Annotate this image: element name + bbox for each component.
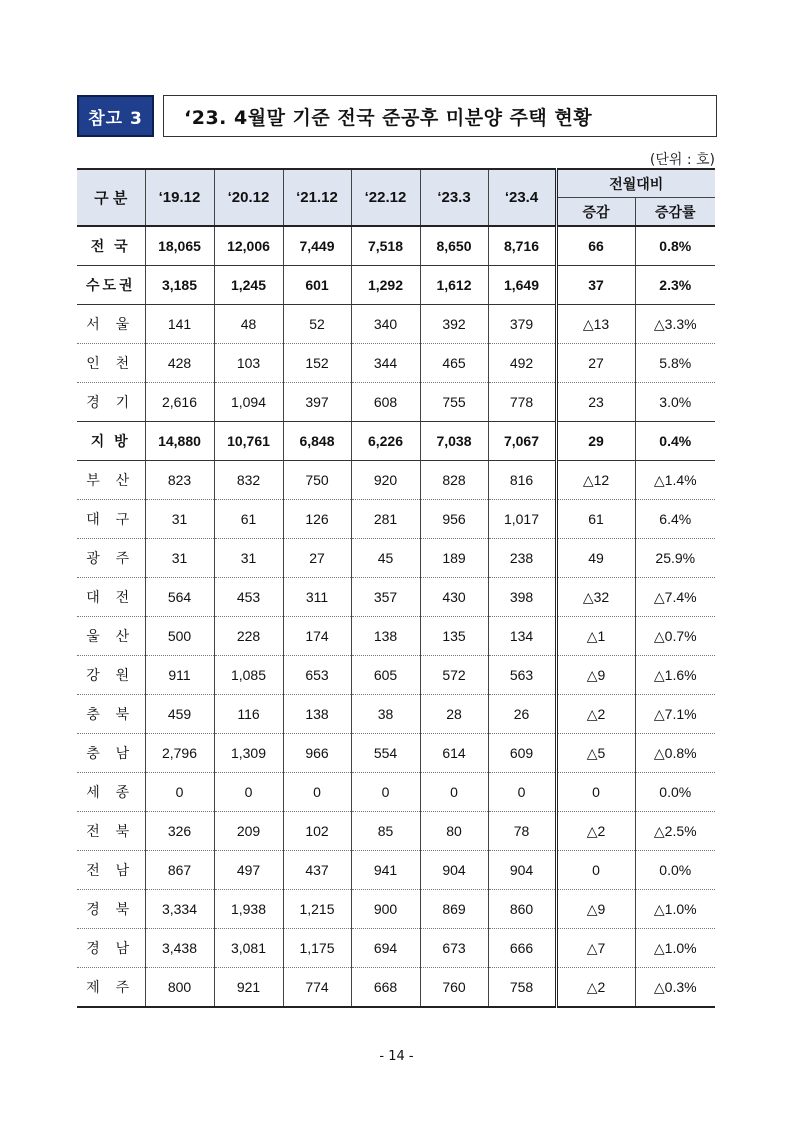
value-cell: 3,438 xyxy=(145,929,214,968)
region-cell: 부 산 xyxy=(77,461,145,500)
rate-cell: △7.4% xyxy=(635,578,715,617)
value-cell: 102 xyxy=(283,812,351,851)
value-cell: 605 xyxy=(351,656,420,695)
rate-cell: △0.7% xyxy=(635,617,715,656)
value-cell: 3,081 xyxy=(214,929,283,968)
value-cell: 126 xyxy=(283,500,351,539)
table-row xyxy=(77,344,715,383)
rate-cell: 5.8% xyxy=(635,344,715,383)
value-cell: 138 xyxy=(283,695,351,734)
value-cell: 31 xyxy=(214,539,283,578)
value-cell: 26 xyxy=(488,695,556,734)
value-cell: 666 xyxy=(488,929,556,968)
table-row xyxy=(77,890,715,929)
value-cell: 500 xyxy=(145,617,214,656)
value-cell: 966 xyxy=(283,734,351,773)
value-cell: 1,175 xyxy=(283,929,351,968)
value-cell: 911 xyxy=(145,656,214,695)
value-cell: 2,796 xyxy=(145,734,214,773)
table-row xyxy=(77,266,715,305)
header-period: ‘23.4 xyxy=(488,169,556,226)
region-cell: 수도권 xyxy=(77,266,145,305)
change-cell: △9 xyxy=(556,890,635,929)
table-row xyxy=(77,695,715,734)
change-cell: △13 xyxy=(556,305,635,344)
value-cell: 760 xyxy=(420,968,488,1008)
table-row xyxy=(77,500,715,539)
value-cell: 28 xyxy=(420,695,488,734)
table-row xyxy=(77,773,715,812)
value-cell: 465 xyxy=(420,344,488,383)
table-row xyxy=(77,851,715,890)
value-cell: 554 xyxy=(351,734,420,773)
value-cell: 31 xyxy=(145,539,214,578)
change-cell: △7 xyxy=(556,929,635,968)
rate-cell: 0.0% xyxy=(635,773,715,812)
region-cell: 충 북 xyxy=(77,695,145,734)
value-cell: 7,038 xyxy=(420,422,488,461)
value-cell: 7,067 xyxy=(488,422,556,461)
value-cell: 12,006 xyxy=(214,226,283,266)
header-period: ‘23.3 xyxy=(420,169,488,226)
value-cell: 609 xyxy=(488,734,556,773)
value-cell: 750 xyxy=(283,461,351,500)
value-cell: 941 xyxy=(351,851,420,890)
value-cell: 904 xyxy=(420,851,488,890)
region-cell: 대 구 xyxy=(77,500,145,539)
value-cell: 1,309 xyxy=(214,734,283,773)
value-cell: 492 xyxy=(488,344,556,383)
value-cell: 8,716 xyxy=(488,226,556,266)
value-cell: 52 xyxy=(283,305,351,344)
value-cell: 920 xyxy=(351,461,420,500)
header-change: 증감 xyxy=(556,198,635,227)
value-cell: 48 xyxy=(214,305,283,344)
value-cell: 45 xyxy=(351,539,420,578)
unsold-housing-table xyxy=(77,168,715,1008)
rate-cell: △1.0% xyxy=(635,890,715,929)
value-cell: 816 xyxy=(488,461,556,500)
value-cell: 18,065 xyxy=(145,226,214,266)
value-cell: 238 xyxy=(488,539,556,578)
change-cell: △2 xyxy=(556,695,635,734)
region-cell: 충 남 xyxy=(77,734,145,773)
region-cell: 경 남 xyxy=(77,929,145,968)
value-cell: 1,292 xyxy=(351,266,420,305)
region-cell: 전 북 xyxy=(77,812,145,851)
value-cell: 453 xyxy=(214,578,283,617)
reference-badge: 참고 3 xyxy=(77,95,154,137)
value-cell: 8,650 xyxy=(420,226,488,266)
region-cell: 대 전 xyxy=(77,578,145,617)
value-cell: 832 xyxy=(214,461,283,500)
region-cell: 전 남 xyxy=(77,851,145,890)
value-cell: 608 xyxy=(351,383,420,422)
region-cell: 강 원 xyxy=(77,656,145,695)
value-cell: 459 xyxy=(145,695,214,734)
value-cell: 392 xyxy=(420,305,488,344)
value-cell: 0 xyxy=(488,773,556,812)
value-cell: 869 xyxy=(420,890,488,929)
rate-cell: △1.0% xyxy=(635,929,715,968)
change-cell: 61 xyxy=(556,500,635,539)
region-cell: 광 주 xyxy=(77,539,145,578)
value-cell: 0 xyxy=(351,773,420,812)
value-cell: 758 xyxy=(488,968,556,1008)
value-cell: 900 xyxy=(351,890,420,929)
change-cell: 23 xyxy=(556,383,635,422)
table-row xyxy=(77,226,715,266)
change-cell: △32 xyxy=(556,578,635,617)
change-cell: △2 xyxy=(556,812,635,851)
unit-label: (단위 : 호) xyxy=(649,152,715,168)
value-cell: 6,226 xyxy=(351,422,420,461)
value-cell: 3,334 xyxy=(145,890,214,929)
value-cell: 80 xyxy=(420,812,488,851)
page-number: - 14 - xyxy=(379,1049,414,1064)
table-row xyxy=(77,734,715,773)
value-cell: 2,616 xyxy=(145,383,214,422)
change-cell: 29 xyxy=(556,422,635,461)
change-cell: △9 xyxy=(556,656,635,695)
value-cell: 1,085 xyxy=(214,656,283,695)
value-cell: 668 xyxy=(351,968,420,1008)
value-cell: 340 xyxy=(351,305,420,344)
value-cell: 135 xyxy=(420,617,488,656)
change-cell: △2 xyxy=(556,968,635,1008)
value-cell: 78 xyxy=(488,812,556,851)
region-cell: 제 주 xyxy=(77,968,145,1008)
value-cell: 0 xyxy=(214,773,283,812)
value-cell: 497 xyxy=(214,851,283,890)
title-row xyxy=(77,95,717,137)
header-period: ‘20.12 xyxy=(214,169,283,226)
value-cell: 1,215 xyxy=(283,890,351,929)
value-cell: 209 xyxy=(214,812,283,851)
value-cell: 85 xyxy=(351,812,420,851)
rate-cell: 0.4% xyxy=(635,422,715,461)
value-cell: 823 xyxy=(145,461,214,500)
value-cell: 572 xyxy=(420,656,488,695)
value-cell: 1,017 xyxy=(488,500,556,539)
value-cell: 134 xyxy=(488,617,556,656)
change-cell: △12 xyxy=(556,461,635,500)
value-cell: 311 xyxy=(283,578,351,617)
value-cell: 653 xyxy=(283,656,351,695)
value-cell: 828 xyxy=(420,461,488,500)
rate-cell: 2.3% xyxy=(635,266,715,305)
value-cell: 755 xyxy=(420,383,488,422)
value-cell: 921 xyxy=(214,968,283,1008)
value-cell: 774 xyxy=(283,968,351,1008)
change-cell: 66 xyxy=(556,226,635,266)
table-row xyxy=(77,617,715,656)
region-cell: 경 기 xyxy=(77,383,145,422)
value-cell: 344 xyxy=(351,344,420,383)
value-cell: 563 xyxy=(488,656,556,695)
change-cell: △1 xyxy=(556,617,635,656)
value-cell: 800 xyxy=(145,968,214,1008)
value-cell: 867 xyxy=(145,851,214,890)
value-cell: 7,449 xyxy=(283,226,351,266)
header-period: ‘19.12 xyxy=(145,169,214,226)
rate-cell: 0.0% xyxy=(635,851,715,890)
table-row xyxy=(77,812,715,851)
value-cell: 189 xyxy=(420,539,488,578)
rate-cell: △1.4% xyxy=(635,461,715,500)
region-cell: 서 울 xyxy=(77,305,145,344)
change-cell: 0 xyxy=(556,773,635,812)
change-cell: 27 xyxy=(556,344,635,383)
value-cell: 141 xyxy=(145,305,214,344)
rate-cell: 0.8% xyxy=(635,226,715,266)
change-cell: 0 xyxy=(556,851,635,890)
region-cell: 울 산 xyxy=(77,617,145,656)
rate-cell: △2.5% xyxy=(635,812,715,851)
table-row xyxy=(77,305,715,344)
value-cell: 397 xyxy=(283,383,351,422)
page-title: ‘23. 4월말 기준 전국 준공후 미분양 주택 현황 xyxy=(163,95,717,137)
value-cell: 326 xyxy=(145,812,214,851)
value-cell: 673 xyxy=(420,929,488,968)
table-row xyxy=(77,968,715,1008)
value-cell: 1,245 xyxy=(214,266,283,305)
region-cell: 경 북 xyxy=(77,890,145,929)
value-cell: 38 xyxy=(351,695,420,734)
change-cell: △5 xyxy=(556,734,635,773)
value-cell: 116 xyxy=(214,695,283,734)
rate-cell: 25.9% xyxy=(635,539,715,578)
value-cell: 7,518 xyxy=(351,226,420,266)
value-cell: 860 xyxy=(488,890,556,929)
value-cell: 357 xyxy=(351,578,420,617)
value-cell: 0 xyxy=(145,773,214,812)
value-cell: 228 xyxy=(214,617,283,656)
value-cell: 1,612 xyxy=(420,266,488,305)
rate-cell: △7.1% xyxy=(635,695,715,734)
value-cell: 778 xyxy=(488,383,556,422)
header-rate: 증감률 xyxy=(635,198,715,227)
value-cell: 956 xyxy=(420,500,488,539)
rate-cell: △0.3% xyxy=(635,968,715,1008)
value-cell: 379 xyxy=(488,305,556,344)
header-period: ‘22.12 xyxy=(351,169,420,226)
value-cell: 10,761 xyxy=(214,422,283,461)
value-cell: 428 xyxy=(145,344,214,383)
header-group-mom: 전월대비 xyxy=(556,169,715,198)
value-cell: 281 xyxy=(351,500,420,539)
value-cell: 103 xyxy=(214,344,283,383)
table-row xyxy=(77,929,715,968)
value-cell: 1,938 xyxy=(214,890,283,929)
header-category: 구 분 xyxy=(77,169,145,226)
value-cell: 174 xyxy=(283,617,351,656)
rate-cell: 3.0% xyxy=(635,383,715,422)
table-row xyxy=(77,578,715,617)
table-row xyxy=(77,539,715,578)
value-cell: 31 xyxy=(145,500,214,539)
value-cell: 564 xyxy=(145,578,214,617)
value-cell: 430 xyxy=(420,578,488,617)
value-cell: 0 xyxy=(420,773,488,812)
region-cell: 세 종 xyxy=(77,773,145,812)
value-cell: 27 xyxy=(283,539,351,578)
region-cell: 지 방 xyxy=(77,422,145,461)
value-cell: 1,649 xyxy=(488,266,556,305)
table-row xyxy=(77,383,715,422)
value-cell: 152 xyxy=(283,344,351,383)
value-cell: 14,880 xyxy=(145,422,214,461)
value-cell: 0 xyxy=(283,773,351,812)
change-cell: 49 xyxy=(556,539,635,578)
value-cell: 614 xyxy=(420,734,488,773)
value-cell: 61 xyxy=(214,500,283,539)
region-cell: 인 천 xyxy=(77,344,145,383)
value-cell: 3,185 xyxy=(145,266,214,305)
table-row xyxy=(77,422,715,461)
value-cell: 6,848 xyxy=(283,422,351,461)
table-row xyxy=(77,461,715,500)
value-cell: 138 xyxy=(351,617,420,656)
region-cell: 전 국 xyxy=(77,226,145,266)
table-row xyxy=(77,656,715,695)
value-cell: 1,094 xyxy=(214,383,283,422)
rate-cell: △1.6% xyxy=(635,656,715,695)
header-period: ‘21.12 xyxy=(283,169,351,226)
change-cell: 37 xyxy=(556,266,635,305)
rate-cell: 6.4% xyxy=(635,500,715,539)
value-cell: 437 xyxy=(283,851,351,890)
value-cell: 601 xyxy=(283,266,351,305)
value-cell: 694 xyxy=(351,929,420,968)
value-cell: 904 xyxy=(488,851,556,890)
rate-cell: △3.3% xyxy=(635,305,715,344)
rate-cell: △0.8% xyxy=(635,734,715,773)
value-cell: 398 xyxy=(488,578,556,617)
